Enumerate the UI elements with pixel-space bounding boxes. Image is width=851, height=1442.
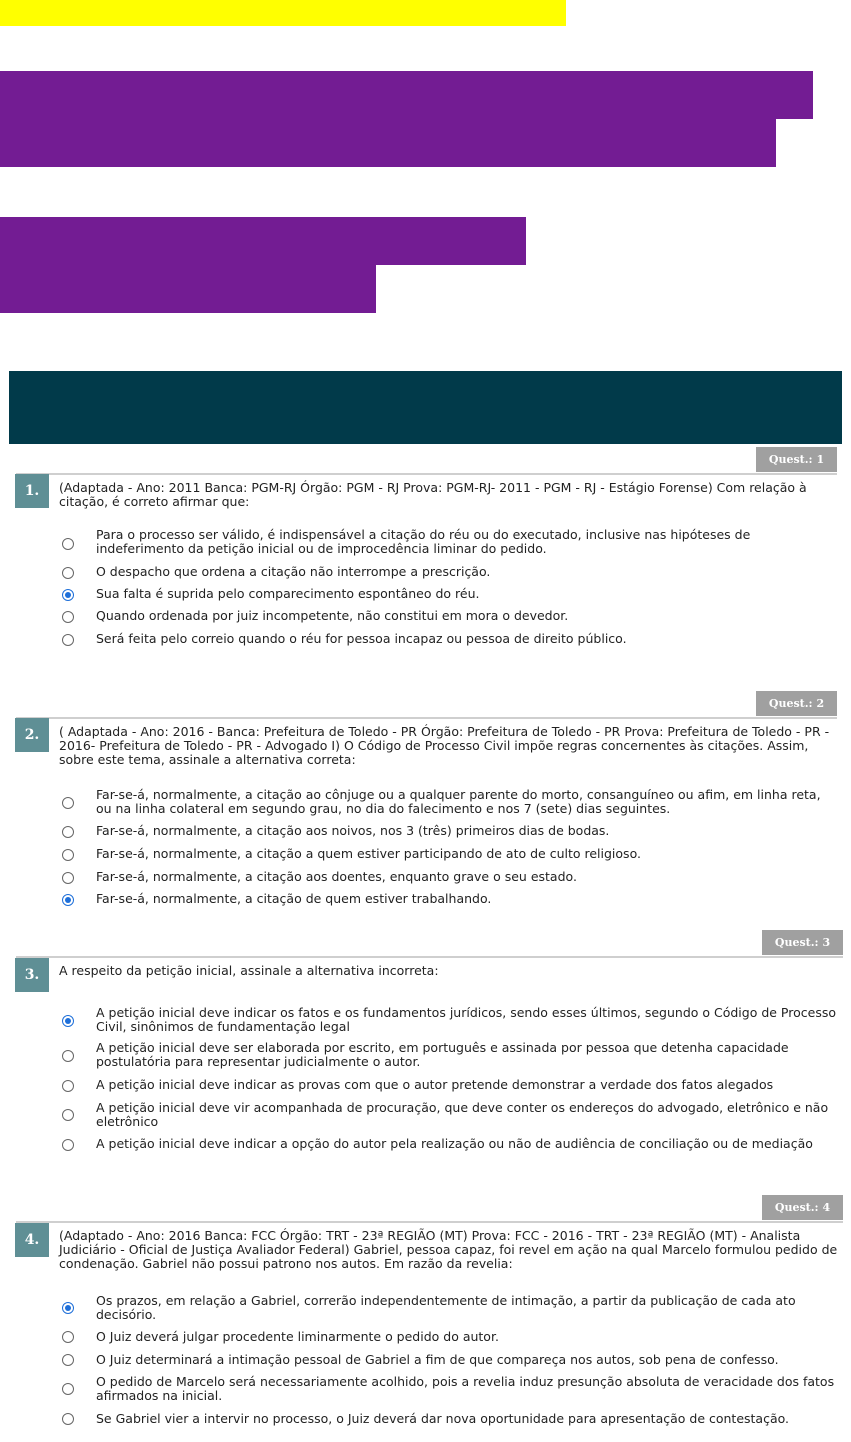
question-number: 2. [15, 718, 49, 752]
quest-tag: Quest.: 4 [762, 1195, 843, 1220]
question-divider [16, 717, 837, 719]
radio-button[interactable] [62, 538, 74, 550]
redacted-block-2 [0, 119, 776, 167]
option-text: A petição inicial deve vir acompanhada de procuração, que deve conter os endereços do advogado, eletrônico e não eletrônico [96, 1100, 829, 1129]
radio-button[interactable] [62, 1050, 74, 1062]
option-text: O pedido de Marcelo será necessariamente acolhido, pois a revelia induz presunção absoluta de veracidade dos fatos afirmados na inicial. [96, 1374, 835, 1403]
radio-button[interactable] [62, 826, 74, 838]
question-number: 4. [15, 1223, 49, 1257]
radio-button-selected[interactable] [62, 1302, 74, 1314]
option-text: Far-se-á, normalmente, a citação aos noivos, nos 3 (três) primeiros dias de bodas. [96, 823, 610, 838]
option-text: Far-se-á, normalmente, a citação ao cônjuge ou a qualquer parente do morto, consanguíneo ou afim, em linha reta, ou na linha colateral em segundo grau, no dia do falecimento e nos 7 (sete) dias seguintes. [96, 787, 821, 816]
option-text: A petição inicial deve indicar as provas com que o autor pretende demonstrar a verdade dos fatos alegados [96, 1077, 774, 1092]
exam-header-bar [9, 371, 842, 444]
quest-tag: Quest.: 3 [762, 930, 843, 955]
option-text: A petição inicial deve indicar a opção do autor pela realização ou não de audiência de conciliação ou de mediação [96, 1136, 813, 1151]
option-text: A petição inicial deve indicar os fatos e os fundamentos jurídicos, sendo esses últimos, segundo o Código de Processo Civil, sinônimos de fundamentação legal [96, 1005, 837, 1034]
redacted-block-1 [0, 71, 813, 119]
radio-button[interactable] [62, 1354, 74, 1366]
question-text: (Adaptada - Ano: 2011 Banca: PGM-RJ Órgão: PGM - RJ Prova: PGM-RJ- 2011 - PGM - RJ - Estágio Forense) Com relação à citação, é correto afirmar que: [59, 480, 807, 509]
redacted-block-3 [0, 217, 526, 265]
option-text: O despacho que ordena a citação não interrompe a prescrição. [96, 564, 491, 579]
question-divider [16, 1221, 843, 1223]
option-text: Quando ordenada por juiz incompetente, não constitui em mora o devedor. [96, 608, 569, 623]
redacted-block-4 [0, 265, 376, 313]
radio-button[interactable] [62, 1080, 74, 1092]
quest-tag: Quest.: 1 [756, 447, 837, 472]
radio-button[interactable] [62, 1331, 74, 1343]
option-text: Será feita pelo correio quando o réu for pessoa incapaz ou pessoa de direito público. [96, 631, 627, 646]
option-text: Se Gabriel vier a intervir no processo, o Juiz deverá dar nova oportunidade para apresentação de contestação. [96, 1411, 790, 1426]
question-divider [16, 473, 837, 475]
option-text: Para o processo ser válido, é indispensável a citação do réu ou do executado, inclusive nas hipóteses de indeferimento da petição inicial ou de improcedência liminar do pedido. [96, 527, 751, 556]
option-text: O Juiz deverá julgar procedente liminarmente o pedido do autor. [96, 1329, 499, 1344]
question-text: ( Adaptada - Ano: 2016 - Banca: Prefeitura de Toledo - PR Órgão: Prefeitura de Toledo - PR Prova: Prefeitura de Toledo - PR - 2016- Prefeitura de Toledo - PR - Advogado I) O Código de Processo Civil impõe regras concernentes às citações. Assim, sobre este tema, assinale a alternativa correta: [59, 724, 830, 767]
quest-tag: Quest.: 2 [756, 691, 837, 716]
radio-button[interactable] [62, 567, 74, 579]
radio-button[interactable] [62, 611, 74, 623]
radio-button[interactable] [62, 1109, 74, 1121]
question-text: (Adaptado - Ano: 2016 Banca: FCC Órgão: TRT - 23ª REGIÃO (MT) Prova: FCC - 2016 - TRT - 23ª REGIÃO (MT) - Analista Judiciário - Oficial de Justiça Avaliador Federal) Gabriel, pessoa capaz, foi revel em ação na qual Marcelo formulou pedido de condenação. Gabriel não possui patrono nos autos. Em razão da revelia: [59, 1228, 838, 1271]
radio-button[interactable] [62, 1139, 74, 1151]
radio-button[interactable] [62, 849, 74, 861]
question-text: A respeito da petição inicial, assinale a alternativa incorreta: [59, 963, 439, 978]
radio-button[interactable] [62, 797, 74, 809]
option-text: Far-se-á, normalmente, a citação aos doentes, enquanto grave o seu estado. [96, 869, 577, 884]
radio-button[interactable] [62, 1383, 74, 1395]
option-text: O Juiz determinará a intimação pessoal de Gabriel a fim de que compareça nos autos, sob pena de confesso. [96, 1352, 779, 1367]
redacted-title-bar [0, 0, 566, 26]
radio-button[interactable] [62, 634, 74, 646]
question-number: 1. [15, 474, 49, 508]
option-text: Far-se-á, normalmente, a citação de quem estiver trabalhando. [96, 891, 492, 906]
option-text: Far-se-á, normalmente, a citação a quem estiver participando de ato de culto religioso. [96, 846, 641, 861]
question-divider [16, 956, 843, 958]
radio-button[interactable] [62, 872, 74, 884]
radio-button-selected[interactable] [62, 589, 74, 601]
radio-button[interactable] [62, 1413, 74, 1425]
option-text: Os prazos, em relação a Gabriel, correrão independentemente de intimação, a partir da publicação de cada ato decisório. [96, 1293, 796, 1322]
question-number: 3. [15, 958, 49, 992]
radio-button-selected[interactable] [62, 1015, 74, 1027]
radio-button-selected[interactable] [62, 894, 74, 906]
option-text: A petição inicial deve ser elaborada por escrito, em português e assinada por pessoa que detenha capacidade postulatória para representar judicialmente o autor. [96, 1040, 789, 1069]
option-text: Sua falta é suprida pelo comparecimento espontâneo do réu. [96, 586, 480, 601]
